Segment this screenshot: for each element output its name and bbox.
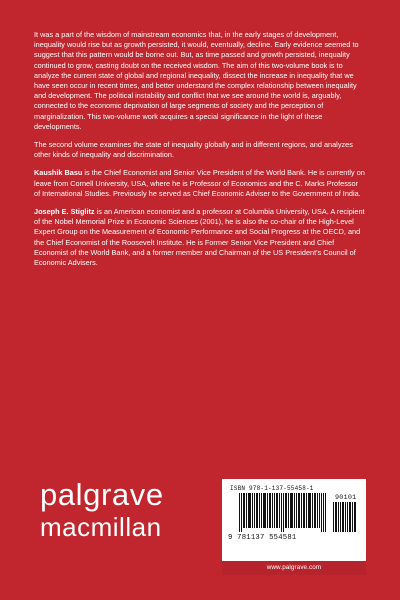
publisher-name-line-1: palgrave — [40, 477, 164, 512]
author-name-stiglitz: Joseph E. Stiglitz — [34, 207, 95, 217]
author-bio-basu — [34, 168, 366, 199]
isbn-barcode-panel — [222, 479, 366, 561]
author-name-basu: Kaushik Basu — [34, 168, 83, 178]
blurb-paragraph-1: It was a part of the wisdom of mainstream economics that, in the early stages of development, inequality would rise but as growth persisted, it would, eventually, decline. Early evidence seemed to suggest that this pattern would be borne out. But, as time passed and growth persisted, inequality continued to grow, casting doubt on the received wisdom. The aim of this two-volume book is to analyze the current state of global and regional inequality, dissect the increase in inequality that we have seen occur in recent times, and better understand the complex relationship between inequality and development. The political instability and conflict that we see around the world is, arguably, connected to the economic deprivation of large segments of society and the perception of marginalization. This two-volume work acquires a special significance in the light of these developments. — [34, 30, 359, 131]
barcode-icon — [239, 493, 327, 532]
isbn-text: ISBN 978-1-137-55458-1 — [230, 485, 314, 492]
blurb-text-block — [34, 30, 366, 276]
publisher-name-line-2: macmillan — [40, 512, 162, 542]
barcode-digits: 9 781137 554581 — [228, 534, 297, 542]
barcode-addon-digits: 90101 — [335, 494, 357, 502]
author-bio-text-basu: is the Chief Economist and Senior Vice President of the World Bank. He is currently on leave from Cornell University, USA, where he is Professor of Economics and the C. Marks Professor of International Studies. Previously he served as Chief Economic Adviser to the Government of India. — [34, 168, 365, 198]
author-bio-stiglitz — [34, 207, 366, 268]
barcode-addon-icon — [333, 502, 357, 532]
publisher-logo — [40, 479, 190, 540]
blurb-paragraph-2: The second volume examines the state of inequality globally and in different regions, and analyzes other kinds of inequality and discrimination. — [34, 140, 353, 160]
publisher-website: www.palgrave.com — [222, 561, 366, 575]
author-bio-text-stiglitz: is an American economist and a professor at Columbia University, USA. A recipient of the Nobel Memorial Prize in Economic Sciences (2001), he is also the co-chair of the High-Level Expert Group on the Measurement of Economic Performance and Social Progress at the OECD, and the Chief Economist of the Roosevelt Institute. He is Former Senior Vice President and Chief Economist of the World Bank, and a former member and Chairman of the US President's Council of Economic Advisers. — [34, 207, 365, 268]
